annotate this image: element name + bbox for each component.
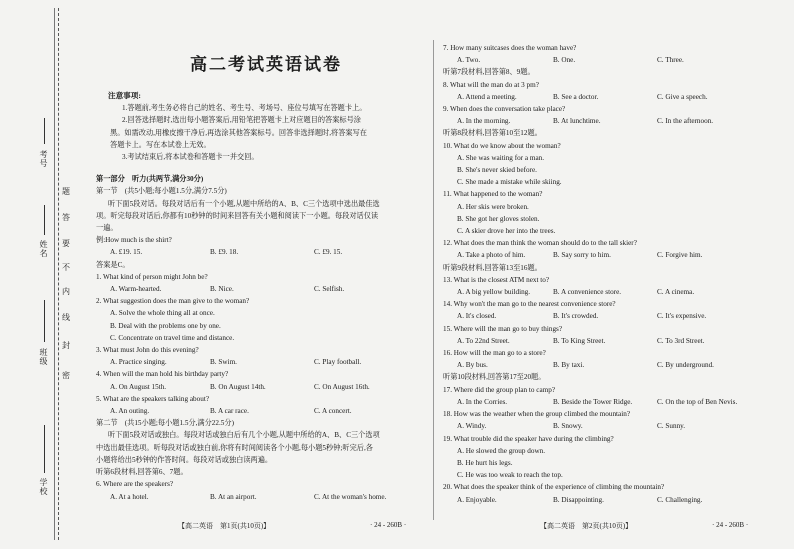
- option: A. In the Corries.: [457, 397, 508, 406]
- question: 11. What happened to the woman?: [443, 190, 543, 199]
- option: A. It's closed.: [457, 312, 497, 321]
- question: 14. Why won't the man go to the nearest convenience store?: [443, 300, 616, 309]
- option: B. It's crowded.: [553, 312, 599, 321]
- section-desc: 听下面5段对话或独白。每段对话或独白后有几个小题,从题中所给的A、B、C三个选项: [108, 431, 380, 440]
- option: B. Nice.: [210, 285, 234, 294]
- example-answer: 答案是C。: [96, 260, 130, 269]
- label-xingming: 姓名: [39, 240, 48, 258]
- option: B. Disappointing.: [553, 495, 604, 504]
- option: C. Sunny.: [657, 422, 686, 431]
- question: 3. What must John do this evening?: [96, 346, 199, 355]
- option: C. It's expensive.: [657, 312, 707, 321]
- option: C. In the afternoon.: [657, 117, 714, 126]
- option: C. Give a speech.: [657, 92, 708, 101]
- question: 9. When does the conversation take place?: [443, 105, 566, 114]
- seal-word: 封: [62, 341, 70, 350]
- question: 17. Where did the group plan to camp?: [443, 385, 556, 394]
- options-row: [443, 420, 788, 432]
- option: C. A cinema.: [657, 288, 695, 297]
- option: C. £9. 15.: [314, 248, 343, 257]
- option: A. A big yellow building.: [457, 288, 531, 297]
- option: A. On August 15th.: [110, 382, 167, 391]
- section-desc: 小题将给出5秒钟的作答时间。每段对话或独白读两遍。: [96, 455, 273, 464]
- banji-line: [44, 300, 45, 342]
- margin-dashed-line: [58, 8, 59, 540]
- section-heading: 第一节 (共5小题;每小题1.5分,满分7.5分): [96, 187, 227, 196]
- question: 7. How many suitcases does the woman have?: [443, 44, 577, 52]
- option: A. By bus.: [457, 361, 488, 370]
- part-heading: 第一部分 听力(共两节,满分30分): [96, 175, 204, 184]
- label-banji: 班级: [39, 348, 48, 366]
- label-xuexiao: 学校: [39, 478, 48, 496]
- footer-page-left: 【高二英语 第1页(共10页)】: [178, 522, 271, 530]
- seal-word: 密: [62, 371, 70, 380]
- footer-code-right: · 24 - 260B ·: [712, 521, 749, 529]
- question: 2. What suggestion does the man give to the woman?: [96, 297, 250, 306]
- options-row: [443, 286, 788, 298]
- option: C. To 3rd Street.: [657, 336, 705, 345]
- seal-word: 题: [62, 187, 70, 196]
- seal-word: 答: [62, 213, 70, 222]
- options-row: [96, 381, 426, 393]
- kaohao-line: [44, 118, 45, 144]
- option: B. £9. 18.: [210, 248, 239, 257]
- question: 15. Where will the man go to buy things?: [443, 324, 563, 333]
- seal-word: 线: [62, 313, 70, 322]
- example-question: 例:How much is the shirt?: [96, 236, 172, 245]
- option: B. Swim.: [210, 358, 237, 367]
- option: A. £19. 15.: [110, 248, 143, 257]
- column-divider: [433, 40, 434, 520]
- footer-code-left: · 24 - 260B ·: [370, 521, 407, 529]
- options-row: [443, 359, 788, 371]
- option: B. By taxi.: [553, 361, 585, 370]
- label-kaohao: 考号: [39, 150, 48, 168]
- option: B. To King Street.: [553, 336, 606, 345]
- option: B. At an airport.: [210, 492, 257, 501]
- option: C. At the woman's home.: [314, 492, 387, 501]
- option: B. At lunchtime.: [553, 117, 601, 126]
- right-column: [443, 42, 788, 506]
- option: A. To 22nd Street.: [457, 336, 510, 345]
- question: 8. What will the man do at 3 pm?: [443, 80, 539, 89]
- option: C. By underground.: [657, 361, 714, 370]
- option: C. A concert.: [314, 407, 352, 416]
- options-row: [443, 494, 788, 506]
- option: C. Concentrate on travel time and distance.: [110, 333, 235, 342]
- option: C. She made a mistake while skiing.: [457, 178, 562, 187]
- question: 1. What kind of person might John be?: [96, 272, 208, 281]
- option: B. He hurt his legs.: [457, 458, 513, 467]
- notice-item: 2.回答选择题时,选出每小题答案后,用铅笔把答题卡上对应题目的答案标号涂: [122, 116, 361, 125]
- option: B. She got her gloves stolen.: [457, 214, 540, 223]
- options-row: [443, 249, 788, 261]
- option: A. Attend a meeting.: [457, 92, 517, 101]
- seal-word: 内: [62, 287, 70, 296]
- option: C. Play football.: [314, 358, 362, 367]
- option: A. She was waiting for a man.: [457, 153, 545, 162]
- audio-instruction: 听第6段材料,回答第6、7题。: [96, 468, 188, 477]
- options-row: [96, 283, 426, 295]
- audio-instruction: 听第10段材料,回答第17至20题。: [443, 373, 546, 382]
- section-heading: 第二节 (共15小题;每小题1.5分,满分22.5分): [96, 419, 234, 428]
- section-desc: 一遍。: [96, 224, 118, 233]
- options-row: [443, 54, 788, 66]
- option: C. Challenging.: [657, 495, 703, 504]
- options-row: [443, 396, 788, 408]
- option: A. He slowed the group down.: [457, 446, 546, 455]
- left-column: [96, 90, 426, 503]
- option: B. Deal with the problems one by one.: [110, 321, 221, 330]
- notice-item: 1.答题前,考生务必将自己的姓名、考生号、考场号、座位号填写在答题卡上。: [122, 104, 367, 113]
- option: A. An outing.: [110, 407, 150, 416]
- margin-solid-line: [54, 8, 55, 540]
- options-row: [96, 491, 426, 503]
- option: A. Two.: [457, 56, 481, 65]
- option: C. He was too weak to reach the top.: [457, 471, 563, 480]
- option: B. Snowy.: [553, 422, 583, 431]
- option: B. Beside the Tower Ridge.: [553, 397, 633, 406]
- options-row: [443, 335, 788, 347]
- options-row: [443, 310, 788, 322]
- question: 20. What does the speaker think of the experience of climbing the mountain?: [443, 483, 665, 492]
- option: B. Say sorry to him.: [553, 251, 611, 260]
- options-row: [96, 356, 426, 368]
- footer-page-right: 【高二英语 第2页(共10页)】: [540, 522, 633, 530]
- audio-instruction: 听第7段材料,回答第8、9题。: [443, 68, 535, 77]
- audio-instruction: 听第8段材料,回答第10至12题。: [443, 129, 542, 138]
- notice-item: 3.考试结束后,将本试卷和答题卡一并交回。: [122, 153, 259, 162]
- option: C. Three.: [657, 56, 684, 65]
- seal-word: 不: [62, 263, 70, 272]
- option: A. Solve the whole thing all at once.: [110, 309, 215, 318]
- option: B. A car race.: [210, 407, 249, 416]
- section-desc: 听下面5段对话。每段对话后有一个小题,从题中所给的A、B、C三个选项中选出最佳选: [108, 199, 380, 208]
- binding-margin: [0, 0, 70, 549]
- question: 6. Where are the speakers?: [96, 480, 174, 489]
- section-desc: 中选出最佳选项。听每段对话或独白前,你将有时间阅读各个小题,每小题5秒钟;听完后,各: [96, 443, 373, 452]
- section-desc: 项。听完每段对话后,你都有10秒钟的时间来回答有关小题和阅读下一小题。每段对话仅读: [96, 211, 379, 220]
- question: 16. How will the man go to a store?: [443, 349, 546, 358]
- question: 5. What are the speakers talking about?: [96, 394, 210, 403]
- option: B. One.: [553, 56, 576, 65]
- notice-item: 黑。如需改动,用橡皮擦干净后,再选涂其他答案标号。回答非选择题时,将答案写在: [110, 128, 367, 137]
- audio-instruction: 听第9段材料,回答第13至16题。: [443, 263, 542, 272]
- option: C. Forgive him.: [657, 251, 703, 260]
- option: A. Windy.: [457, 422, 487, 431]
- option: A. Enjoyable.: [457, 495, 497, 504]
- seal-word: 要: [62, 239, 70, 248]
- notice-heading: 注意事项:: [108, 91, 141, 100]
- question: 13. What is the closest ATM next to?: [443, 275, 550, 284]
- question: 12. What does the man think the woman should do to the tall skier?: [443, 239, 637, 248]
- options-row: [96, 405, 426, 417]
- option: A. Warm-hearted.: [110, 285, 162, 294]
- example-options: [96, 246, 426, 258]
- option: C. On August 16th.: [314, 382, 370, 391]
- question: 4. When will the man hold his birthday party?: [96, 370, 229, 379]
- option: B. On August 14th.: [210, 382, 266, 391]
- option: A. Take a photo of him.: [457, 251, 526, 260]
- option: A. At a hotel.: [110, 492, 149, 501]
- question: 19. What trouble did the speaker have during the climbing?: [443, 434, 614, 443]
- option: C. On the top of Ben Nevis.: [657, 397, 738, 406]
- xingming-line: [44, 205, 45, 235]
- option: C. A skier drove her into the trees.: [457, 227, 556, 236]
- option: A. Her skis were broken.: [457, 202, 529, 211]
- question: 10. What do we know about the woman?: [443, 141, 561, 150]
- page-title: 高二考试英语试卷: [190, 55, 342, 75]
- xuexiao-line: [44, 425, 45, 473]
- options-row: [443, 115, 788, 127]
- option: B. A convenience store.: [553, 288, 622, 297]
- option: B. See a doctor.: [553, 92, 599, 101]
- option: A. In the morning.: [457, 117, 511, 126]
- options-row: [443, 91, 788, 103]
- option: A. Practice singing.: [110, 358, 167, 367]
- option: C. Selfish.: [314, 285, 345, 294]
- notice-item: 答题卡上。写在本试卷上无效。: [110, 140, 211, 149]
- question: 18. How was the weather when the group climbed the mountain?: [443, 410, 631, 419]
- option: B. She's never skied before.: [457, 166, 537, 175]
